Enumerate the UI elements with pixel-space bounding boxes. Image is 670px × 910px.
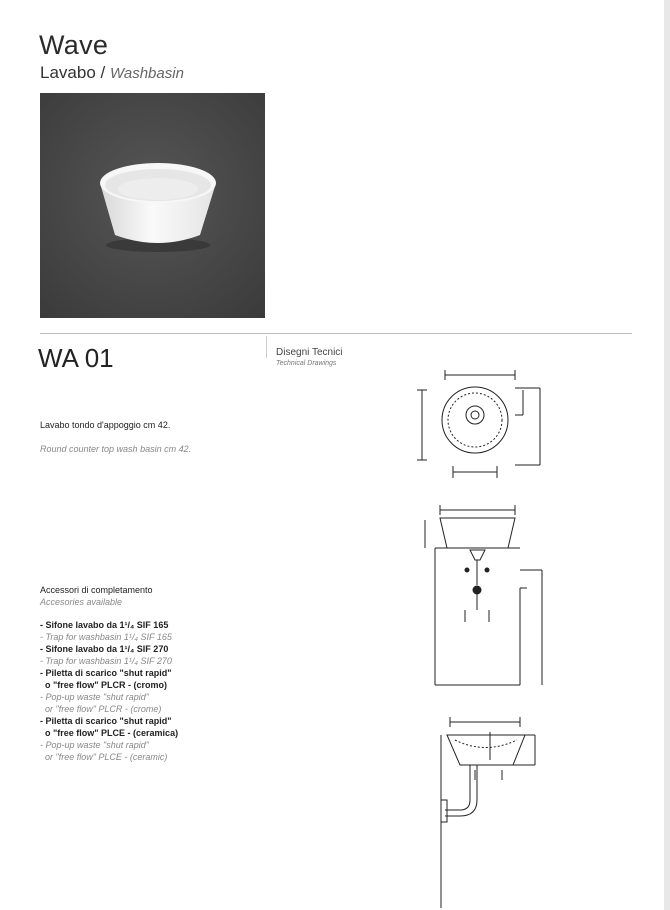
description-en: Round counter top wash basin cm 42.	[40, 444, 192, 454]
accessory-item-en: - Trap for washbasin 1¹/₄ SIF 270	[40, 656, 172, 666]
dim-front-width: 420	[470, 500, 497, 517]
top-view-drawing	[414, 365, 556, 482]
product-code: WA 01	[38, 343, 114, 373]
accessory-item-it: - Sifone lavabo da 1¹/₄ SIF 270	[40, 644, 169, 654]
technical-drawings-label: Disegni Tecnici	[276, 347, 343, 358]
product-type-en: Washbasin	[109, 65, 184, 82]
page-edge	[664, 0, 670, 910]
dim-front-total: 705	[416, 602, 443, 619]
dim-top-depth: 404	[415, 416, 442, 433]
technical-drawings-sublabel: Technical Drawings	[276, 360, 337, 367]
product-type-it: Lavabo	[40, 63, 96, 82]
dim-top-bottom: 270	[468, 465, 495, 482]
accessory-item-it: - Piletta di scarico "shut rapid" o "free flow" PLCR - (cromo)	[40, 668, 172, 690]
dim-front-600: 600	[534, 617, 561, 634]
dim-side-width: 404	[477, 712, 504, 729]
accessories-subtitle: Accesories available	[40, 597, 123, 607]
column-divider	[266, 336, 267, 358]
dim-top-height: 420	[529, 415, 556, 432]
technical-drawings	[405, 360, 565, 910]
description-it: Lavabo tondo d'appoggio cm 42.	[40, 420, 171, 430]
type-separator: /	[100, 63, 106, 82]
dim-front-drain: 120	[470, 611, 497, 628]
section-divider	[40, 333, 632, 334]
dim-side-height: 165	[525, 739, 552, 756]
dim-front-height: 165	[415, 525, 442, 542]
accessory-item-en: - Pop-up waste "shut rapid" or "free flow" PLCR - (crome)	[40, 692, 162, 714]
dim-top-width: 420	[467, 365, 494, 382]
dim-top-gap-top: 8	[414, 380, 423, 397]
front-view-drawing	[415, 500, 561, 685]
product-name: Wave	[39, 30, 109, 60]
product-type	[40, 63, 184, 83]
dim-top-radius: 165	[518, 392, 545, 409]
accessory-item-it: - Sifone lavabo da 1¹/₄ SIF 165	[40, 620, 169, 630]
accessory-item-en: - Pop-up waste "shut rapid" or "free flow" PLCE - (ceramic)	[40, 740, 168, 762]
dim-front-500: 500	[516, 637, 543, 654]
dim-side-inner: 135	[470, 739, 497, 756]
dim-top-gap-bottom: 8	[414, 450, 423, 467]
dim-side-base: 270	[481, 766, 508, 783]
side-view-drawing	[441, 712, 552, 908]
accessories-title: Accessori di completamento	[40, 585, 153, 595]
accessory-item-it: - Piletta di scarico "shut rapid" o "free flow" PLCE - (ceramica)	[40, 716, 179, 738]
accessories-section	[40, 584, 260, 763]
product-photo	[40, 93, 265, 318]
accessory-item-en: - Trap for washbasin 1¹/₄ SIF 165	[40, 632, 172, 642]
